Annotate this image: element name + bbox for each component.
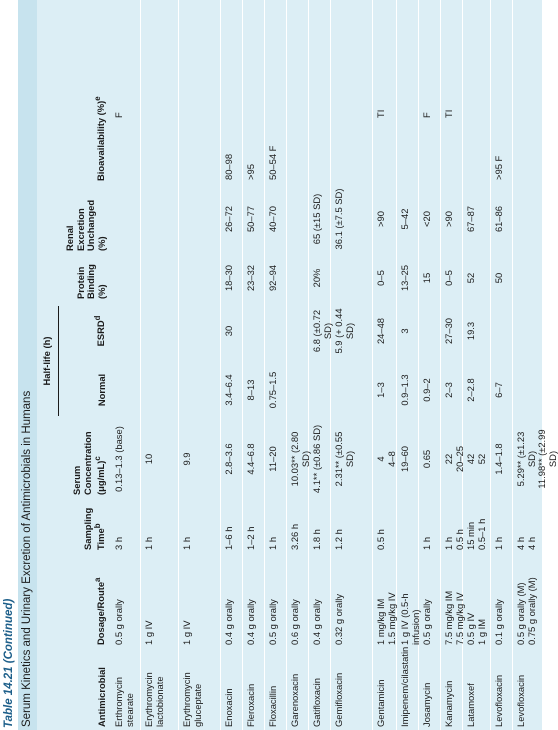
cell-dosage: 1 g IV	[141, 553, 179, 648]
cell-protein-binding: 23–32	[243, 254, 265, 302]
cell-dosage: 0.4 g orally	[221, 553, 243, 648]
cell-halflife-esrd	[419, 302, 441, 360]
cell-sampling-time: 1 h	[141, 498, 179, 553]
cell-halflife-normal	[331, 360, 373, 420]
cell-protein-binding: 0–5	[441, 254, 463, 302]
cell-antimicrobial: Erthromycin stearate	[111, 648, 141, 730]
cell-halflife-esrd	[491, 302, 513, 360]
bioavailability-value: >95 F	[493, 155, 504, 180]
cell-antimicrobial: Erythromycin lactobionate	[141, 648, 179, 730]
cell-halflife-esrd	[513, 302, 543, 360]
cell-halflife-normal: 6–7	[491, 360, 513, 420]
cell-serum-concentration: 4.1** (±0.86 SD)	[309, 420, 331, 498]
header-dosage: Dosage/Route$^a$	[93, 577, 107, 645]
cell-serum-concentration: 11–20	[265, 420, 287, 498]
bioavailability-value: 50–54 F	[267, 145, 278, 180]
cell-renal-excretion: 40–70	[265, 184, 287, 254]
cell-sampling-time: 0.5 h	[373, 498, 397, 553]
cell-bioavailability	[179, 0, 221, 184]
cell-sampling-time: 15 min 0.5–1 h	[463, 498, 491, 553]
cell-halflife-esrd: 30	[221, 302, 243, 360]
cell-sampling-time: 1 h	[265, 498, 287, 553]
cell-halflife-normal: 3.4–6.4	[221, 360, 243, 420]
cell-halflife-normal	[513, 360, 543, 420]
cell-renal-excretion	[111, 184, 141, 254]
cell-serum-concentration: 1.4–1.8	[491, 420, 513, 498]
cell-sampling-time: 1 h	[419, 498, 441, 553]
cell-halflife-esrd: 6.8 (±0.72 SD)	[309, 302, 331, 360]
cell-renal-excretion: 26–72	[221, 184, 243, 254]
cell-renal-excretion	[179, 184, 221, 254]
header-esrd: ESRD$^d$	[93, 315, 107, 347]
cell-renal-excretion: >90	[373, 184, 397, 254]
bioavailability-note: F	[421, 112, 432, 118]
cell-protein-binding	[141, 254, 179, 302]
header-bioavailability: Bioavailability (%)$^e$	[93, 96, 107, 181]
cell-bioavailability	[265, 0, 287, 184]
cell-antimicrobial: Kanamycin	[441, 648, 463, 730]
cell-renal-excretion: <20	[419, 184, 441, 254]
cell-dosage: 0.5 g orally	[419, 553, 441, 648]
cell-halflife-normal: 0.9–2	[419, 360, 441, 420]
cell-protein-binding: 15	[419, 254, 441, 302]
cell-serum-concentration: 19–60	[397, 420, 419, 498]
cell-halflife-esrd	[265, 302, 287, 360]
kinetics-table	[37, 0, 558, 730]
cell-protein-binding: 0–5	[373, 254, 397, 302]
cell-antimicrobial: Gentamicin	[373, 648, 397, 730]
cell-antimicrobial: Imipenem/cilastatin	[397, 648, 419, 730]
cell-halflife-esrd	[179, 302, 221, 360]
cell-antimicrobial: Levofloxacin	[491, 648, 513, 730]
cell-dosage: 1 g IV	[179, 553, 221, 648]
cell-halflife-normal: 0.9–1.3	[397, 360, 419, 420]
cell-bioavailability	[463, 0, 491, 184]
cell-renal-excretion: 61–86	[491, 184, 513, 254]
header-protein-binding: Protein Binding (%)	[74, 264, 107, 299]
cell-renal-excretion: >90	[441, 184, 463, 254]
cell-sampling-time: 4 h 4 h	[513, 498, 543, 553]
cell-bioavailability	[441, 0, 463, 184]
cell-dosage: 0.32 g orally	[331, 553, 373, 648]
cell-antimicrobial: Levofloxacin	[513, 648, 543, 730]
cell-halflife-esrd: 5.9 (+ 0.44 SD)	[331, 302, 373, 360]
cell-antimicrobial: Enoxacin	[221, 648, 243, 730]
cell-dosage: 7.5 mg/kg IM 7.5 mg/kg IV	[441, 553, 463, 648]
cell-protein-binding	[179, 254, 221, 302]
cell-bioavailability	[287, 0, 309, 184]
cell-renal-excretion: 5–42	[397, 184, 419, 254]
cell-sampling-time: 1–6 h	[221, 498, 243, 553]
header-sampling-time: Sampling Time$^b$	[81, 507, 107, 550]
cell-halflife-esrd	[287, 302, 309, 360]
cell-dosage: 0.4 g orally	[243, 553, 265, 648]
header-renal-excretion: Renal Excretion Unchanged (%)	[64, 199, 107, 251]
cell-halflife-esrd: 3	[397, 302, 419, 360]
cell-antimicrobial: Garenoxacin	[287, 648, 309, 730]
table-title: Serum Kinetics and Urinary Excretion of Antimicrobials in Humans	[18, 0, 37, 730]
cell-halflife-esrd: 27–30	[441, 302, 463, 360]
cell-halflife-normal: 8–13	[243, 360, 265, 420]
cell-halflife-esrd	[243, 302, 265, 360]
cell-bioavailability	[331, 0, 373, 184]
cell-dosage: 1 g IV (0.5-h infusion)	[397, 553, 419, 648]
bioavailability-value: >95	[245, 164, 256, 180]
cell-halflife-esrd	[141, 302, 179, 360]
header-antimicrobial: Antimicrobial	[95, 667, 107, 727]
cell-serum-concentration: 5.29** (±1.23 SD) 11.98** (±2.99 SD)	[513, 420, 543, 498]
cell-renal-excretion	[141, 184, 179, 254]
cell-serum-concentration: 9.9	[179, 420, 221, 498]
cell-serum-concentration: 42 52	[463, 420, 491, 498]
cell-bioavailability	[419, 0, 441, 184]
cell-bioavailability	[309, 0, 331, 184]
bioavailability-note: TI	[443, 109, 454, 118]
cell-halflife-normal	[141, 360, 179, 420]
cell-protein-binding	[111, 254, 141, 302]
cell-dosage: 0.4 g orally	[309, 553, 331, 648]
cell-halflife-normal	[309, 360, 331, 420]
cell-antimicrobial: Erythromycin gluceptate	[179, 648, 221, 730]
cell-halflife-normal: 1–3	[373, 360, 397, 420]
cell-antimicrobial: Josamycin	[419, 648, 441, 730]
cell-sampling-time: 1.2 h	[331, 498, 373, 553]
cell-protein-binding: 18–30	[221, 254, 243, 302]
cell-sampling-time: 1 h	[491, 498, 513, 553]
cell-dosage: 0.5 g orally (M) 0.75 g orally (M)	[513, 553, 543, 648]
cell-halflife-normal: 0.75–1.5	[265, 360, 287, 420]
cell-bioavailability	[141, 0, 179, 184]
cell-protein-binding: 13–25	[397, 254, 419, 302]
cell-renal-excretion: 65 (±15 SD)	[309, 184, 331, 254]
bioavailability-note: F	[113, 112, 124, 118]
halflife-group-header: Half-life (h)	[37, 306, 59, 416]
cell-serum-concentration: 0.65	[419, 420, 441, 498]
header-serum-concentration: Serum Concentration $(\mu g/mL)^c$	[71, 431, 107, 495]
cell-bioavailability	[513, 0, 543, 184]
header-normal: Normal	[95, 373, 107, 407]
cell-dosage: 0.1 g orally	[491, 553, 513, 648]
cell-bioavailability	[111, 0, 141, 184]
cell-protein-binding: 52	[463, 254, 491, 302]
cell-serum-concentration: 4.4–6.8	[243, 420, 265, 498]
cell-protein-binding	[513, 254, 543, 302]
cell-protein-binding: 92–94	[265, 254, 287, 302]
cell-bioavailability	[491, 0, 513, 184]
cell-sampling-time: 1 h	[179, 498, 221, 553]
cell-serum-concentration: 2.31** (±0.55 SD)	[331, 420, 373, 498]
cell-serum-concentration: 2.8–3.6	[221, 420, 243, 498]
cell-sampling-time: 1.8 h	[309, 498, 331, 553]
cell-dosage: 0.5 g IV 1 g IM	[463, 553, 491, 648]
cell-protein-binding	[331, 254, 373, 302]
cell-bioavailability	[243, 0, 265, 184]
cell-halflife-normal	[179, 360, 221, 420]
cell-bioavailability	[221, 0, 243, 184]
cell-protein-binding	[287, 254, 309, 302]
cell-halflife-normal	[111, 360, 141, 420]
table-label: Table 14.21 (Continued)	[3, 598, 15, 728]
cell-serum-concentration: 10.03** (2.80 SD)	[287, 420, 309, 498]
cell-antimicrobial: Gemifloxacin	[331, 648, 373, 730]
cell-renal-excretion	[513, 184, 543, 254]
cell-antimicrobial: Gatifloxacin	[309, 648, 331, 730]
cell-sampling-time: 1–2 h	[243, 498, 265, 553]
cell-renal-excretion: 36.1 (±7.5 SD)	[331, 184, 373, 254]
cell-renal-excretion: 67–87	[463, 184, 491, 254]
cell-dosage: 0.5 g orally	[111, 553, 141, 648]
cell-sampling-time: 1 h 0.5 h	[441, 498, 463, 553]
cell-halflife-normal: 2–3	[441, 360, 463, 420]
cell-halflife-normal	[287, 360, 309, 420]
cell-halflife-normal: 2–2.8	[463, 360, 491, 420]
cell-serum-concentration: 4 4–8	[373, 420, 397, 498]
cell-antimicrobial: Latamoxef	[463, 648, 491, 730]
cell-dosage: 0.5 g orally	[265, 553, 287, 648]
cell-serum-concentration: 22 20–25	[441, 420, 463, 498]
cell-dosage: 0.6 g orally	[287, 553, 309, 648]
cell-halflife-esrd: 19.3	[463, 302, 491, 360]
cell-halflife-esrd	[111, 302, 141, 360]
cell-bioavailability	[373, 0, 397, 184]
cell-dosage: 1 mg/kg IM 1.5 mg/kg IV	[373, 553, 397, 648]
cell-renal-excretion	[287, 184, 309, 254]
cell-bioavailability	[397, 0, 419, 184]
cell-antimicrobial: Floxacillin	[265, 648, 287, 730]
cell-serum-concentration: 10	[141, 420, 179, 498]
cell-protein-binding: 50	[491, 254, 513, 302]
cell-serum-concentration: 0.13–1.3 (base)	[111, 420, 141, 498]
cell-halflife-esrd: 24–48	[373, 302, 397, 360]
cell-antimicrobial: Fleroxacin	[243, 648, 265, 730]
bioavailability-value: 80–98	[223, 153, 234, 180]
bioavailability-note: TI	[375, 109, 386, 118]
cell-sampling-time: 3.26 h	[287, 498, 309, 553]
cell-sampling-time: 3 h	[111, 498, 141, 553]
cell-renal-excretion: 50–77	[243, 184, 265, 254]
cell-protein-binding: 20%	[309, 254, 331, 302]
cell-sampling-time	[397, 498, 419, 553]
